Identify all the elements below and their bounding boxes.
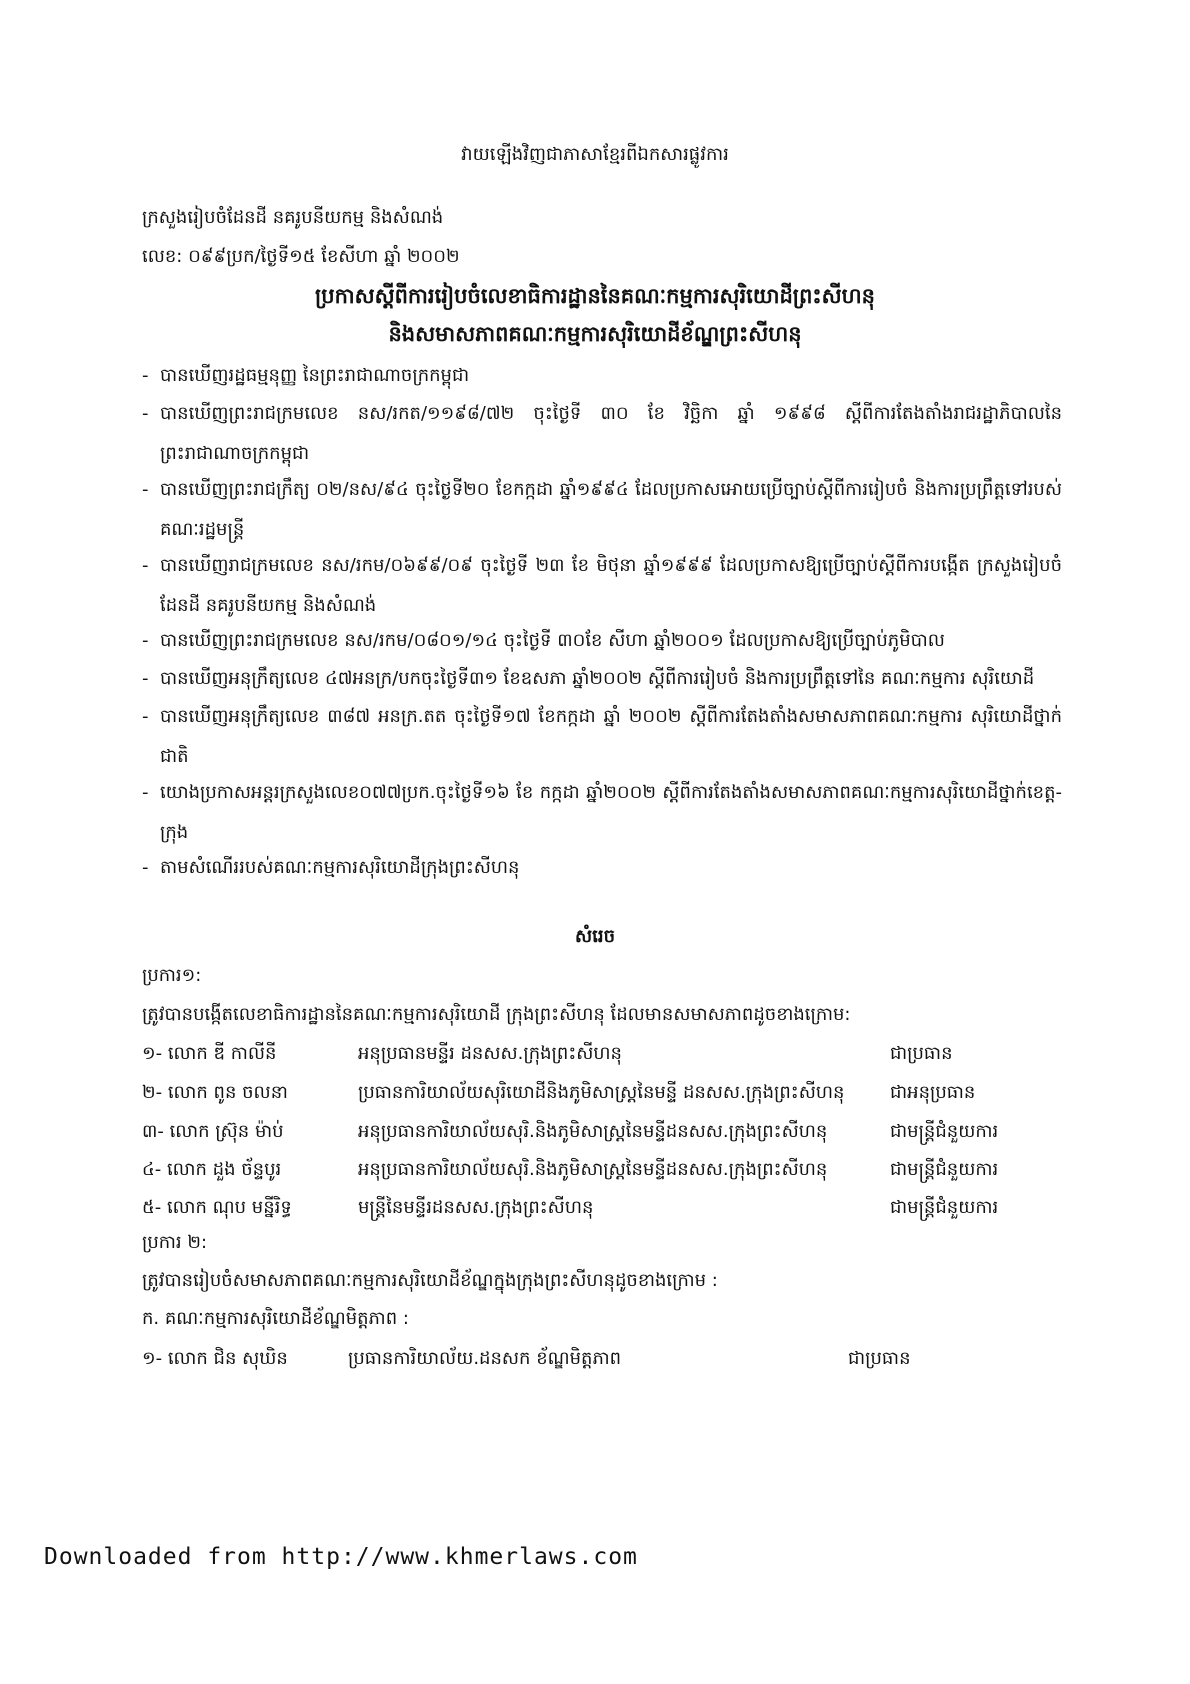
document-title-line2: និងសមាសភាពគណៈកម្មការសុរិយោដីខ័ណ្ឌព្រះសីហនុ — [388, 322, 802, 346]
member-row — [142, 1193, 1042, 1223]
member-row — [142, 1344, 1042, 1374]
article2-subheading: ក. គណៈកម្មការសុរិយោដីខ័ណ្ឌមិត្តភាព : — [142, 1308, 409, 1329]
member-name: ៤- លោក ដួង ច័ន្ទបូរ — [142, 1159, 282, 1180]
bullet-dash: - — [142, 668, 149, 689]
member-position: អនុប្រធានការិយាល័យសុរិ.និងភូមិសាស្ត្រនៃមន្ទីដនសស.ក្រុងព្រះសីហនុ — [358, 1159, 828, 1180]
preamble-item: - បានឃើញព្រះរាជក្រមលេខ នស/រកម/០៨០១/១៤ ចុះថ្ងៃទី ៣០ខែ សីហា ឆ្នាំ២០០១ ដែលប្រកាសឱ្យប្រើច្បាប់ភូមិបាល — [142, 621, 1062, 661]
article1-text: ត្រូវបានបង្កើតលេខាធិការដ្ឋាននៃគណៈកម្មការសុរិយោដី ក្រុងព្រះសីហនុ ដែលមានសមាសភាពដូចខាងក្រោម: — [142, 1004, 851, 1025]
bullet-dash: - — [142, 857, 149, 878]
member-role: ជាអនុប្រធាន — [890, 1082, 976, 1103]
member-row — [142, 1155, 1042, 1185]
article2-text: ត្រូវបានរៀបចំសមាសភាពគណៈកម្មការសុរិយោដីខ័ណ្ឌក្នុងក្រុងព្រះសីហនុដូចខាងក្រោម : — [142, 1270, 718, 1291]
member-row — [142, 1039, 1042, 1069]
bullet-dash: - — [142, 403, 149, 424]
ministry-name: ក្រសួងរៀបចំដែនដី នគរូបនីយកម្ម និងសំណង់ — [142, 207, 444, 228]
preamble-item: - បានឃើញអនុក្រឹត្យលេខ ៤៧អនក្រ/បកចុះថ្ងៃទី៣១ ខែឧសភា ឆ្នាំ២០០២ ស្តីពីការរៀបចំ និងការប្រព្រឹត្តទៅនៃ គណៈកម្មការ សុរិយោដី — [142, 659, 1062, 699]
preamble-item: - បានឃើញព្រះរាជក្រមលេខ នស/រកត/១១៩៨/៧២ ចុះថ្ងៃទី ៣០ ខែ វិច្ឆិកា ឆ្នាំ ១៩៩៨ ស្តីពីការតែងតាំងរាជរដ្ឋាភិបាលនៃព្រះរាជាណាចក្រកម្ពុជា — [142, 394, 1062, 474]
member-name: ១- លោក ឌី កាលីនី — [142, 1043, 277, 1064]
preamble-item: - បានឃើញអនុក្រឹត្យលេខ ៣៨៧ អនក្រ.តត ចុះថ្ងៃទី១៧ ខែកក្កដា ឆ្នាំ ២០០២ ស្តីពីការតែងតាំងសមាសភាពគណៈកម្មការ សុរិយោដីថ្នាក់ជាតិ — [142, 697, 1062, 777]
bullet-dash: - — [142, 782, 149, 803]
bullet-dash: - — [142, 365, 149, 386]
member-role: ជាប្រធាន — [890, 1043, 953, 1064]
preamble-item: - តាមសំណើររបស់គណៈកម្មការសុរិយោដីក្រុងព្រះសីហនុ — [142, 848, 1062, 888]
member-position: អនុប្រធានមន្ទីរ ដនសស.ក្រុងព្រះសីហនុ — [358, 1043, 622, 1064]
document-title-line1: ប្រកាសស្តីពីការរៀបចំលេខាធិការដ្ឋាននៃគណៈកម្មការសុរិយោដីព្រះសីហនុ — [315, 284, 875, 308]
header-note: វាយឡើងវិញជាភាសាខ្មែរពីឯកសារផ្លូវការ — [461, 144, 729, 165]
article2-label: ប្រការ ២: — [142, 1232, 208, 1253]
member-name: ៣- លោក ស្រ៊ុន ម៉ាប់ — [142, 1121, 284, 1142]
bullet-dash: - — [142, 555, 149, 576]
member-position: ប្រធានការិយាល័យ.ដនសក ខ័ណ្ឌមិត្តភាព — [348, 1348, 622, 1369]
member-row — [142, 1078, 1042, 1108]
preamble-item: - បានឃើញរដ្ឋធម្មនុញ្ញ នៃព្រះរាជាណាចក្រកម្ពុជា — [142, 356, 1062, 396]
member-name: ៥- លោក ណុប មន្នីរិទ្ធ — [142, 1197, 292, 1218]
bullet-dash: - — [142, 706, 149, 727]
member-name: ២- លោក ពូន ចលនា — [142, 1082, 288, 1103]
member-role: ជាមន្ត្រីជំនួយការ — [890, 1159, 999, 1180]
reference-number: លេខ: ០៩៩ប្រក/ថ្ងៃទី១៥ ខែសីហា ឆ្នាំ ២០០២ — [142, 246, 460, 267]
member-role: ជាប្រធាន — [848, 1348, 911, 1369]
preamble-item: - បានឃើញរាជក្រមលេខ នស/រកម/០៦៩៩/០៩ ចុះថ្ងៃទី ២៣ ខែ មិថុនា ឆ្នាំ១៩៩៩ ដែលប្រកាសឱ្យប្រើច្បាប់ស្តីពីការបង្កើត ក្រសួងរៀបចំដែនដី នគរូបនីយកម្ម និងសំណង់ — [142, 546, 1062, 626]
preamble-item: - បានឃើញព្រះរាជក្រឹត្យ ០២/នស/៩៤ ចុះថ្ងៃទី២០ ខែកក្កដា ឆ្នាំ១៩៩៤ ដែលប្រកាសអោយប្រើច្បាប់ស្តីពីការរៀបចំ និងការប្រព្រឹត្តទៅរបស់គណៈរដ្ឋមន្ត្រី — [142, 470, 1062, 550]
member-role: ជាមន្ត្រីជំនួយការ — [890, 1197, 999, 1218]
member-position: ប្រធានការិយាល័យសុរិយោដីនិងភូមិសាស្ត្រនៃមន្ទី ដនសស.ក្រុងព្រះសីហនុ — [358, 1082, 845, 1103]
preamble-item: - យោងប្រកាសអន្តរក្រសួងលេខ០៧៧ប្រក.ចុះថ្ងៃទី១៦ ខែ កក្កដា ឆ្នាំ២០០២ ស្តីពីការតែងតាំងសមាសភាពគណៈកម្មការសុរិយោដីថ្នាក់ខេត្ត- ក្រុង — [142, 773, 1062, 853]
member-name: ១- លោក ជិន សុឃិន — [142, 1348, 288, 1369]
bullet-dash: - — [142, 479, 149, 500]
member-row — [142, 1117, 1042, 1147]
article1-label: ប្រការ១: — [142, 965, 202, 986]
member-role: ជាមន្ត្រីជំនួយការ — [890, 1121, 999, 1142]
download-source-footer: Downloaded from http://www.khmerlaws.com — [44, 1544, 638, 1570]
bullet-dash: - — [142, 630, 149, 651]
decision-heading: សំរេច — [575, 926, 615, 947]
member-position: អនុប្រធានការិយាល័យសុរិ.និងភូមិសាស្ត្រនៃមន្ទីដនសស.ក្រុងព្រះសីហនុ — [358, 1121, 828, 1142]
member-position: មន្ត្រីនៃមន្ទីរដនសស.ក្រុងព្រះសីហនុ — [358, 1197, 594, 1218]
